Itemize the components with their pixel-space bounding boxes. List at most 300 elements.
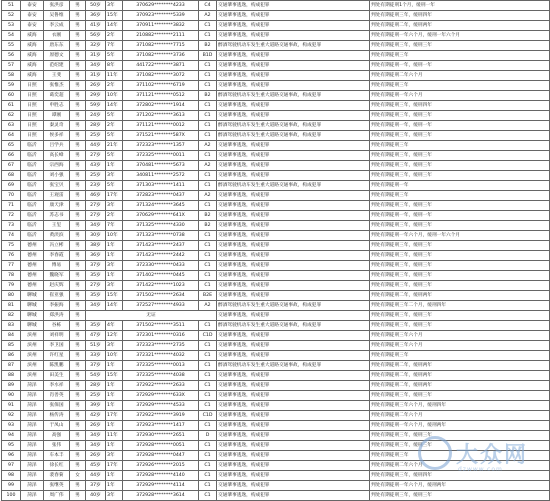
- cell-id-number: 371303********1411: [123, 181, 199, 191]
- cell-row-number: 70: [2, 191, 21, 201]
- cell-city: 临沂: [21, 231, 44, 241]
- table-row: [2, 241, 550, 251]
- cell-license-class: C1: [199, 81, 217, 91]
- cell-age: 28岁: [86, 381, 106, 391]
- cell-license-years: 1年: [106, 441, 123, 451]
- cell-city: 德州: [21, 281, 44, 291]
- cell-name: 黄淡滨: [44, 231, 70, 241]
- cell-gender: 男: [70, 71, 86, 81]
- cell-license-years: 1年: [106, 241, 123, 251]
- cell-license-class: B2: [199, 221, 217, 231]
- cell-license-years: 4年: [106, 321, 123, 331]
- cell-name: 高长峰: [44, 151, 70, 161]
- table-row: [2, 121, 550, 131]
- cell-offense: 交通肇事逃逸，构成犯罪: [217, 431, 370, 441]
- cell-gender: 男: [70, 311, 86, 321]
- cell-sentence: 判处有期徒刑三年，缓刑三年: [370, 201, 550, 211]
- table-row: [2, 71, 550, 81]
- table-row: [2, 101, 550, 111]
- cell-license-class: C1: [199, 21, 217, 31]
- cell-gender: 男: [70, 151, 86, 161]
- cell-row-number: 91: [2, 401, 21, 411]
- cell-offense: 交通肇事逃逸，构成犯罪: [217, 271, 370, 281]
- watermark-text: 大众网: [456, 443, 529, 468]
- cell-name: 张惟杰: [44, 81, 70, 91]
- cell-offense: 交通肇事逃逸，构成犯罪: [217, 51, 370, 61]
- cell-sentence: 判处有期徒刑三年: [370, 351, 550, 361]
- cell-license-class: A2: [199, 141, 217, 151]
- cell-license-years: 8年: [106, 61, 123, 71]
- cell-row-number: 67: [2, 161, 21, 171]
- cell-row-number: 69: [2, 181, 21, 191]
- cell-license-class: C1: [199, 401, 217, 411]
- cell-sentence: 判处有期徒刑三年，缓刑三年: [370, 131, 550, 141]
- cell-license-years: 2年: [106, 31, 123, 41]
- cell-license-class: C1: [199, 391, 217, 401]
- cell-id-number: 372928********4140: [123, 471, 199, 481]
- cell-license-class: C1: [199, 491, 217, 501]
- cell-gender: 男: [70, 371, 86, 381]
- cell-id-number: 372928********3614: [123, 491, 199, 501]
- cell-sentence: 判处有期徒刑三年，缓刑四年: [370, 11, 550, 21]
- cell-license-class: C1: [199, 121, 217, 131]
- cell-gender: 男: [70, 481, 86, 491]
- cell-offense: 交通肇事逃逸，构成犯罪: [217, 391, 370, 401]
- cell-license-years: 5年: [106, 151, 123, 161]
- cell-gender: 男: [70, 381, 86, 391]
- cell-offense: 交通肇事逃逸，构成犯罪: [217, 141, 370, 151]
- cell-city: 威海: [21, 31, 44, 41]
- cell-sentence: 判处有期徒刑三年，缓刑三年: [370, 431, 550, 441]
- cell-license-class: C1: [199, 341, 217, 351]
- table-row: [2, 1, 550, 11]
- cell-offense: 交通肇事逃逸，构成犯罪: [217, 1, 370, 11]
- cell-name: 傅易: [44, 261, 70, 271]
- cell-sentence: 判处有期徒刑三年，缓刑三年: [370, 441, 550, 451]
- cell-license-years: 11年: [106, 71, 123, 81]
- cell-age: 31岁: [86, 51, 106, 61]
- cell-license-years: 1年: [106, 391, 123, 401]
- cell-offense: 交通肇事逃逸，构成犯罪: [217, 171, 370, 181]
- cell-license-class: C4: [199, 1, 217, 11]
- cell-row-number: 52: [2, 11, 21, 21]
- cell-id-number: 372923********1417: [123, 421, 199, 431]
- cell-gender: 男: [70, 271, 86, 281]
- table-row: [2, 401, 550, 411]
- watermark-subtext: dzwww.com: [458, 466, 503, 473]
- cell-name: 谷栋: [44, 321, 70, 331]
- cell-sentence: 判处有期徒刑一年六个月: [370, 91, 550, 101]
- cell-name: 吕学兵: [44, 141, 70, 151]
- cell-gender: 男: [70, 451, 86, 461]
- cell-age: 36岁: [86, 11, 106, 21]
- cell-city: 聊城: [21, 301, 44, 311]
- cell-license-years: 1年: [106, 161, 123, 171]
- cell-row-number: 87: [2, 361, 21, 371]
- cell-offense: 交通肇事逃逸，构成犯罪: [217, 261, 370, 271]
- cell-license-years: 17年: [106, 461, 123, 471]
- cell-license-years: 3年: [106, 491, 123, 501]
- cell-sentence: 判处有期徒刑三年二个月，缓刑四年: [370, 301, 550, 311]
- cell-row-number: 62: [2, 111, 21, 121]
- cell-license-years: 2年: [106, 211, 123, 221]
- cell-age: 59岁: [86, 101, 106, 111]
- cell-row-number: 90: [2, 391, 21, 401]
- cell-city: 日照: [21, 81, 44, 91]
- cell-offense: 交通肇事逃逸，构成犯罪: [217, 491, 370, 501]
- cell-name: 张洪彦: [44, 1, 70, 11]
- cell-gender: 男: [70, 111, 86, 121]
- cell-sentence: 判处有期徒刑二年六个月: [370, 71, 550, 81]
- cell-row-number: 88: [2, 371, 21, 381]
- cell-name: 葛奕超: [44, 91, 70, 101]
- cell-license-class: B2: [199, 41, 217, 51]
- cell-offense: 交通肇事逃逸，构成犯罪: [217, 211, 370, 221]
- cell-license-years: 5年: [106, 111, 123, 121]
- cell-city: 德州: [21, 251, 44, 261]
- table-row: [2, 61, 550, 71]
- cell-id-number: 372325********0013: [123, 361, 199, 371]
- cell-name: 王观雷: [44, 191, 70, 201]
- cell-license-years: 10年: [106, 231, 123, 241]
- cell-offense: 交通肇事逃逸，构成犯罪: [217, 281, 370, 291]
- cell-sentence: 判处有期徒刑二年，缓刑两年: [370, 291, 550, 301]
- cell-gender: 男: [70, 211, 86, 221]
- cell-license-years: 10年: [106, 91, 123, 101]
- cell-license-class: C1: [199, 321, 217, 331]
- cell-gender: 男: [70, 91, 86, 101]
- cell-license-years: 7年: [106, 221, 123, 231]
- cell-name: 张保国: [44, 401, 70, 411]
- cell-city: 滨州: [21, 361, 44, 371]
- cell-sentence: 判处有期徒刑三年，缓刑三年: [370, 311, 550, 321]
- cell-age: 54岁: [86, 371, 106, 381]
- cell-sentence: 判处有期徒刑三年: [370, 191, 550, 201]
- cell-sentence: 判处有期徒刑二年，缓刑两年: [370, 371, 550, 381]
- cell-gender: 男: [70, 41, 86, 51]
- cell-age: 31岁: [86, 71, 106, 81]
- cell-sentence: 判处有期徒刑一年六个月，缓刑一年六个月: [370, 31, 550, 41]
- cell-sentence: 判处有期徒刑三年，缓刑三年: [370, 391, 550, 401]
- table-row: [2, 181, 550, 191]
- cell-license-class: D: [199, 431, 217, 441]
- watermark-logo-icon: [418, 436, 452, 470]
- cell-gender: 男: [70, 251, 86, 261]
- cell-age: 26岁: [86, 421, 106, 431]
- cell-name: 魏晓军: [44, 271, 70, 281]
- cell-city: 威海: [21, 61, 44, 71]
- cell-offense: 交通肇事逃逸，构成犯罪: [217, 311, 370, 321]
- cell-license-class: B2E: [199, 291, 217, 301]
- cell-id-number: 372527********4933: [123, 301, 199, 311]
- cell-license-years: 15年: [106, 291, 123, 301]
- cell-license-years: 15年: [106, 11, 123, 21]
- cell-license-class: C1: [199, 481, 217, 491]
- cell-age: 26岁: [86, 451, 106, 461]
- cell-row-number: 99: [2, 481, 21, 491]
- cell-city: 临沂: [21, 191, 44, 201]
- cell-row-number: 93: [2, 421, 21, 431]
- cell-license-class: A2: [199, 301, 217, 311]
- cell-sentence: 判处有期徒刑三年，缓刑三年: [370, 151, 550, 161]
- cell-license-years: 15年: [106, 371, 123, 381]
- cell-row-number: 81: [2, 301, 21, 311]
- cell-gender: 男: [70, 461, 86, 471]
- cell-license-years: 14年: [106, 101, 123, 111]
- cell-age: 39岁: [86, 401, 106, 411]
- cell-license-class: C1D: [199, 331, 217, 341]
- cell-sentence: 判处有期徒刑一年，缓刑一年: [370, 61, 550, 71]
- cell-offense: 交通肇事逃逸，构成犯罪: [217, 111, 370, 121]
- cell-city: 日照: [21, 111, 44, 121]
- cell-sentence: 判处有期徒刑二年，缓刑两年: [370, 361, 550, 371]
- cell-row-number: 98: [2, 471, 21, 481]
- cell-id-number: 371521********587X: [123, 131, 199, 141]
- cell-offense: 交通肇事逃逸，构成犯罪: [217, 401, 370, 411]
- cell-id-number: 372922********2633: [123, 381, 199, 391]
- cell-gender: 男: [70, 281, 86, 291]
- cell-id-number: 372929********4114: [123, 481, 199, 491]
- table-row: [2, 361, 550, 371]
- cell-offense: 交通肇事逃逸，构成犯罪: [217, 61, 370, 71]
- cell-sentence: 判处有期徒刑一年六个月，缓刑两年: [370, 421, 550, 431]
- cell-sentence: 判处有期徒刑三年，缓刑三年: [370, 281, 550, 291]
- cell-city: 菏泽: [21, 381, 44, 391]
- cell-name: 于凤山: [44, 421, 70, 431]
- cell-offense: 交通肇事逃逸，构成犯罪: [217, 231, 370, 241]
- cell-city: 临沂: [21, 141, 44, 151]
- cell-age: 51岁: [86, 341, 106, 351]
- cell-name: 周广伟: [44, 491, 70, 501]
- cell-license-class: C1: [199, 451, 217, 461]
- cell-offense: 交通肇事逃逸，构成犯罪: [217, 221, 370, 231]
- cell-sentence: 判处有期徒刑三年，缓刑三年: [370, 251, 550, 261]
- cell-sentence: 判处有期徒刑三年，缓刑三年: [370, 321, 550, 331]
- cell-city: 菏泽: [21, 461, 44, 471]
- cell-license-years: 10年: [106, 351, 123, 361]
- cell-age: 34岁: [86, 61, 106, 71]
- table-row: [2, 321, 550, 331]
- cell-sentence: 判处有期徒刑一年，缓刑一年: [370, 211, 550, 221]
- cell-offense: 交通肇事逃逸，构成犯罪: [217, 451, 370, 461]
- table-row: [2, 331, 550, 341]
- cell-license-years: 17年: [106, 411, 123, 421]
- cell-license-years: 1年: [106, 481, 123, 491]
- cell-name: 杨传涛: [44, 411, 70, 421]
- cell-license-class: C1: [199, 271, 217, 281]
- cell-license-class: B1D: [199, 51, 217, 61]
- cell-city: 德州: [21, 261, 44, 271]
- cell-license-years: 7年: [106, 41, 123, 51]
- cell-id-number: 371324********3645: [123, 201, 199, 211]
- cell-gender: 男: [70, 231, 86, 241]
- table-row: [2, 211, 550, 221]
- cell-city: 菏泽: [21, 441, 44, 451]
- cell-name: 车本丰: [44, 451, 70, 461]
- cell-sentence: 判处有期徒刑三年，缓刑三年: [370, 41, 550, 51]
- table-row: [2, 271, 550, 281]
- table-row: [2, 351, 550, 361]
- cell-id-number: 372929********4533: [123, 401, 199, 411]
- cell-row-number: 85: [2, 341, 21, 351]
- table-row: [2, 391, 550, 401]
- cell-city: 泰安: [21, 11, 44, 21]
- cell-license-class: C1: [199, 281, 217, 291]
- cell-age: 37岁: [86, 361, 106, 371]
- cell-name: 冯立彬: [44, 241, 70, 251]
- cell-license-years: 11年: [106, 431, 123, 441]
- cell-license-years: 3年: [106, 451, 123, 461]
- cell-offense: 交通肇事逃逸，构成犯罪: [217, 11, 370, 21]
- cell-name: 吴鲁维: [44, 11, 70, 21]
- cell-license-class: B2: [199, 91, 217, 101]
- cell-gender: 男: [70, 491, 86, 501]
- table-row: [2, 341, 550, 351]
- cell-id-number: 371082********3736: [123, 51, 199, 61]
- cell-license-class: C1: [199, 371, 217, 381]
- cell-gender: 男: [70, 301, 86, 311]
- cell-age: 27岁: [86, 281, 106, 291]
- table-row: [2, 281, 550, 291]
- table-row: [2, 161, 550, 171]
- cell-sentence: 判处有期徒刑三年，缓刑四年: [370, 101, 550, 111]
- cell-city: 临沂: [21, 221, 44, 231]
- cell-license-class: C1: [199, 101, 217, 111]
- cell-row-number: 51: [2, 1, 21, 11]
- cell-age: 25岁: [86, 171, 106, 181]
- cell-row-number: 80: [2, 291, 21, 301]
- cell-sentence: 判处有期徒刑三年，缓刑三年: [370, 171, 550, 181]
- table-row: [2, 91, 550, 101]
- cell-name: 范绍建: [44, 61, 70, 71]
- cell-sentence: 判处有期徒刑二年，缓刑两年: [370, 21, 550, 31]
- table-row: [2, 251, 550, 261]
- table-row: [2, 11, 550, 21]
- cell-city: 聊城: [21, 321, 44, 331]
- cell-row-number: 75: [2, 241, 21, 251]
- cell-city: 菏泽: [21, 431, 44, 441]
- cell-offense: 交通肇事逃逸，构成犯罪: [217, 251, 370, 261]
- cell-gender: 男: [70, 341, 86, 351]
- cell-license-class: C1: [199, 461, 217, 471]
- cell-city: 菏泽: [21, 391, 44, 401]
- cell-age: 27岁: [86, 151, 106, 161]
- table-row: [2, 51, 550, 61]
- cell-license-years: 3年: [106, 281, 123, 291]
- cell-offense: 交通肇事逃逸，构成犯罪: [217, 21, 370, 31]
- cell-age: 36岁: [86, 251, 106, 261]
- cell-id-number: 372325********4038: [123, 371, 199, 381]
- cell-row-number: 65: [2, 141, 21, 151]
- cell-city: 临沂: [21, 151, 44, 161]
- cell-name: 李振海: [44, 301, 70, 311]
- cell-gender: 男: [70, 21, 86, 31]
- cell-license-years: 2年: [106, 81, 123, 91]
- cell-id-number: 370911********3832: [123, 21, 199, 31]
- table-row: [2, 141, 550, 151]
- cell-license-class: C1: [199, 261, 217, 271]
- cell-city: 菏泽: [21, 471, 44, 481]
- cell-sentence: 判处有期徒刑三年，缓刑三年: [370, 111, 550, 121]
- cell-name: 康天津: [44, 201, 70, 211]
- cell-age: 27岁: [86, 201, 106, 211]
- cell-license-years: 12年: [106, 331, 123, 341]
- cell-license-class: B2: [199, 211, 217, 221]
- table-body: [2, 1, 550, 501]
- watermark: [418, 430, 538, 482]
- cell-city: 临沂: [21, 211, 44, 221]
- cell-id-number: 372330********0433: [123, 261, 199, 271]
- cell-city: 聊城: [21, 291, 44, 301]
- cell-sentence: 判处有期徒刑三年六个月: [370, 331, 550, 341]
- cell-row-number: 53: [2, 21, 21, 31]
- cell-name: 宗西海: [44, 161, 70, 171]
- cell-name: 李春霞: [44, 251, 70, 261]
- cell-city: 滨州: [21, 351, 44, 361]
- cell-age: 50岁: [86, 1, 106, 11]
- cell-row-number: 57: [2, 61, 21, 71]
- cell-age: 34岁: [86, 301, 106, 311]
- cell-age: 34岁: [86, 431, 106, 441]
- cell-row-number: 56: [2, 51, 21, 61]
- cell-name: 刘小强: [44, 171, 70, 181]
- cell-city: 临沂: [21, 171, 44, 181]
- cell-sentence: 判处有期徒刑一年六个月，缓刑两年: [370, 481, 550, 491]
- cell-city: 日照: [21, 131, 44, 141]
- cell-license-years: 21年: [106, 141, 123, 151]
- cell-city: 德州: [21, 271, 44, 281]
- cell-gender: 男: [70, 31, 86, 41]
- cell-row-number: 68: [2, 171, 21, 181]
- cell-gender: 男: [70, 61, 86, 71]
- cell-offense: 交通肇事逃逸，构成犯罪: [217, 381, 370, 391]
- cell-id-number: 372929********633X: [123, 391, 199, 401]
- cell-row-number: 55: [2, 41, 21, 51]
- table-row: [2, 291, 550, 301]
- cell-id-number: 372926********2015: [123, 461, 199, 471]
- cell-license-class: C1: [199, 31, 217, 41]
- cell-city: 临沂: [21, 161, 44, 171]
- cell-sentence: 判处有期徒刑一年六个月，缓刑一年六个月: [370, 231, 550, 241]
- cell-sentence: 判处有期徒刑三年: [370, 451, 550, 461]
- cell-offense: 交通肇事逃逸，构成犯罪: [217, 81, 370, 91]
- cell-license-years: 5年: [106, 51, 123, 61]
- table-row: [2, 171, 550, 181]
- cell-age: 44岁: [86, 141, 106, 151]
- cell-id-number: 372323********2735: [123, 341, 199, 351]
- cell-row-number: 84: [2, 331, 21, 341]
- cell-gender: 男: [70, 51, 86, 61]
- table-row: [2, 481, 550, 491]
- cell-license-class: A2: [199, 161, 217, 171]
- cell-offense: 交通肇事逃逸，构成犯罪: [217, 191, 370, 201]
- cell-license-class: A2: [199, 191, 217, 201]
- cell-offense: 交通肇事逃逸，构成犯罪: [217, 101, 370, 111]
- cell-city: 菏泽: [21, 421, 44, 431]
- cell-license-class: C1: [199, 181, 217, 191]
- cell-name: 李云成: [44, 21, 70, 31]
- cell-id-number: 372325********0011: [123, 151, 199, 161]
- cell-gender: 男: [70, 1, 86, 11]
- cell-row-number: 74: [2, 231, 21, 241]
- table-row: [2, 31, 550, 41]
- cell-city: 聊城: [21, 311, 44, 321]
- cell-gender: 男: [70, 321, 86, 331]
- cell-age: 27岁: [86, 211, 106, 221]
- table-row: [2, 421, 550, 431]
- cell-offense: 醉酒驾驶机动车发生重大道路交通事故，构成犯罪: [217, 121, 370, 131]
- cell-gender: 男: [70, 401, 86, 411]
